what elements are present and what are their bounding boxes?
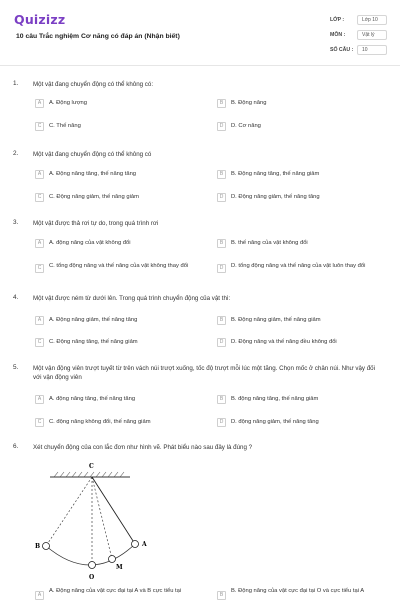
label-a: A: [142, 541, 147, 548]
page-header: [0, 0, 400, 66]
option-text: C. Thế năng: [49, 123, 81, 129]
question-number: 6.: [13, 443, 19, 450]
option-letter: C: [35, 264, 44, 273]
option-letter: D: [217, 193, 226, 202]
option-text: B. Động năng giảm, thế năng giảm: [231, 317, 321, 323]
option-letter: A: [35, 239, 44, 248]
pendulum-figure: [30, 455, 170, 585]
option-letter: B: [217, 316, 226, 325]
option-letter: D: [217, 338, 226, 347]
option-text: A. Động năng của vật cực đại tại A và B cực tiểu tại: [49, 588, 182, 594]
question-number: 1.: [13, 80, 19, 87]
subject-label: MÔN :: [330, 32, 346, 38]
option-letter: C: [35, 338, 44, 347]
question-number: 5.: [13, 364, 19, 371]
option-text: D. Động năng và thế năng đều không đổi: [231, 339, 337, 345]
option-text: A. động năng tăng, thế năng tăng: [49, 396, 136, 402]
option-text: C. Động năng tăng, thế năng giảm: [49, 339, 138, 345]
question-text: Một vật đang chuyển động có thể không có:: [33, 81, 154, 88]
option-text: D. động năng giảm, thế năng tăng: [231, 419, 319, 425]
option-letter: C: [35, 193, 44, 202]
option-text: A. Động năng tăng, thế năng tăng: [49, 171, 137, 177]
option-text: B. Động năng: [231, 100, 267, 106]
label-m: M: [116, 564, 123, 571]
option-text: B. Động năng của vật cực đại tại O và cực tiểu tại A: [231, 588, 365, 594]
option-text: A. động năng của vật không đổi: [49, 240, 131, 246]
option-letter: A: [35, 395, 44, 404]
question-text: Một vật được ném từ dưới lên. Trong quá trình chuyển động của vật thì:: [33, 295, 231, 302]
option-letter: A: [35, 591, 44, 600]
string-to-m: [92, 477, 112, 559]
option-letter: A: [35, 316, 44, 325]
option-text: D. tổng động năng và thế năng của vật luôn thay đổi: [231, 263, 366, 269]
subject-value: Vật lý: [357, 30, 387, 40]
option-text: D. Cơ năng: [231, 123, 261, 129]
option-letter: C: [35, 122, 44, 131]
option-letter: D: [217, 122, 226, 131]
count-label: SỐ CÂU :: [330, 47, 354, 53]
option-text: D. Động năng giảm, thế năng tăng: [231, 194, 320, 200]
option-letter: D: [217, 264, 226, 273]
string-to-b: [46, 477, 92, 546]
option-letter: B: [217, 591, 226, 600]
option-text: A. Động lượng: [49, 100, 87, 106]
class-value: Lớp 10: [357, 15, 387, 25]
question-text: Một vận động viên trượt tuyết từ trên vách núi trượt xuống, tốc độ trượt mỗi lúc một tăng. Chọn mốc ở chân núi. Như vậy đối với vận động viên: [33, 365, 376, 381]
document-title: 10 câu Trắc nghiệm Cơ năng có đáp án (Nhận biết): [16, 33, 180, 40]
option-letter: B: [217, 239, 226, 248]
ceiling-hatch: [54, 472, 124, 477]
bob-o: [89, 562, 96, 569]
string-to-a: [92, 477, 135, 544]
bob-b: [43, 543, 50, 550]
option-letter: B: [217, 99, 226, 108]
count-value: 10: [357, 45, 387, 55]
option-text: A. Động năng giảm, thế năng tăng: [49, 317, 138, 323]
option-letter: A: [35, 170, 44, 179]
option-text: B. động năng tăng, thế năng giảm: [231, 396, 319, 402]
option-text: C. động năng không đổi, thế năng giảm: [49, 419, 151, 425]
question-number: 4.: [13, 294, 19, 301]
option-text: B. thế năng của vật không đổi: [231, 240, 308, 246]
question-number: 2.: [13, 150, 19, 157]
option-letter: B: [217, 395, 226, 404]
bob-m: [109, 556, 116, 563]
option-text: C. tổng động năng và thế năng của vật không thay đổi: [49, 263, 189, 269]
question-text: Một vật được thả rơi tự do, trong quá trình rơi: [33, 220, 159, 227]
option-text: B. Động năng tăng, thế năng giảm: [231, 171, 320, 177]
label-b: B: [35, 543, 41, 550]
quizizz-logo[interactable]: Quizizz: [14, 12, 66, 27]
option-text: C. Động năng giảm, thế năng giảm: [49, 194, 139, 200]
question-text: Xét chuyển động của con lắc đơn như hình vẽ. Phát biểu nào sau đây là đúng ?: [33, 444, 253, 451]
label-o: O: [89, 574, 95, 581]
question-text: Một vật đang chuyển động có thể không có: [33, 151, 152, 158]
option-letter: A: [35, 99, 44, 108]
option-letter: B: [217, 170, 226, 179]
option-letter: C: [35, 418, 44, 427]
option-letter: D: [217, 418, 226, 427]
question-number: 3.: [13, 219, 19, 226]
class-label: LỚP :: [330, 17, 345, 23]
label-c: C: [89, 463, 94, 470]
bob-a: [132, 541, 139, 548]
